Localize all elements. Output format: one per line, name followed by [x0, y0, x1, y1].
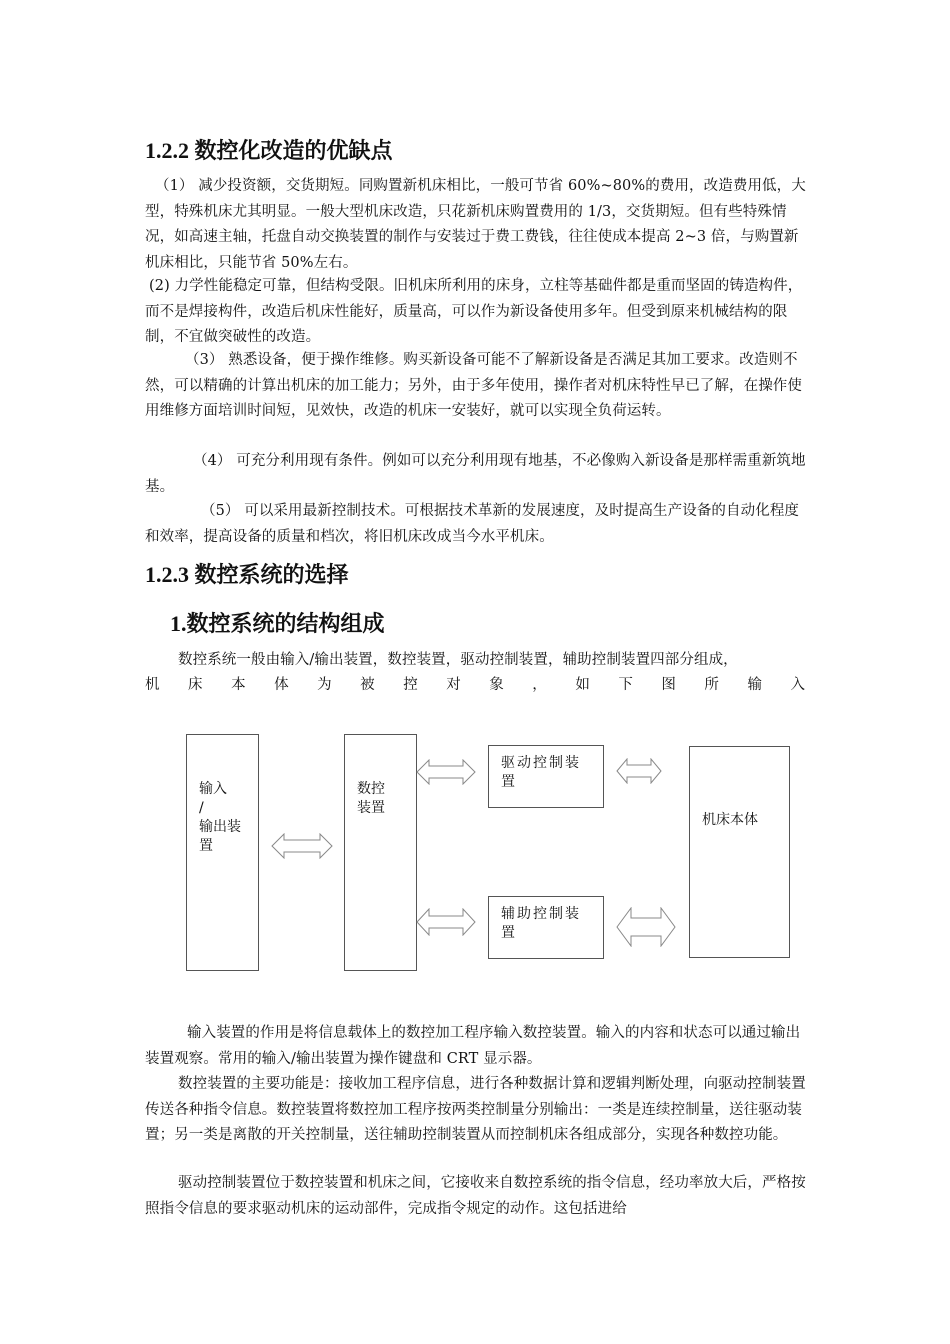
paragraph-io-description: 输入装置的作用是将信息载体上的数控加工程序输入数控装置。输入的内容和状态可以通过输出装置观察。常用的输入/输出装置为操作键盘和 CRT 显示器。 — [145, 1025, 801, 1067]
justified-char: 输 — [747, 677, 762, 693]
double-arrow-nc-drive — [416, 759, 476, 785]
box-nc-label: 数控 装置 — [357, 781, 385, 816]
justified-char: 对 — [446, 677, 461, 693]
paragraph-advantage-5: （5） 可以采用最新控制技术。可根据技术革新的发展速度，及时提高生产设备的自动化程度和效率，提高设备的质量和档次，将旧机床改成当今水平机床。 — [145, 503, 800, 545]
box-drive-label: 驱动控制装 置 — [501, 755, 581, 790]
justified-char: 象 — [489, 677, 504, 693]
box-aux-label: 辅助控制装 置 — [501, 906, 581, 941]
heading-1-2-3: 1.2.3 数控系统的选择 — [145, 562, 349, 587]
justified-char: 体 — [274, 677, 289, 693]
double-arrow-io-nc — [271, 833, 333, 859]
paragraph-advantage-2: (2) 力学性能稳定可靠，但结构受限。旧机床所利用的床身，立柱等基础件都是重而坚固的铸造构件，而不是焊接构件，改造后机床性能好，质量高，可以作为新设备使用多年。但受到原来机械结构的限制，不宜做突破性的改造。 — [145, 278, 803, 345]
paragraph-advantage-1: （1） 减少投资额，交货期短。同购置新机床相比，一般可节省 60%~80%的费用，改造费用低，大型，特殊机床尤其明显。一般大型机床改造，只花新机床购置费用的 1/3，交货期短。但有些特殊情况，如高速主轴，托盘自动交换装置的制作与安装过于费工费钱，往往使成本提高 2~3 倍，与购置新机床相比，只能节省 50%左右。 — [145, 178, 806, 271]
justified-char: 床 — [188, 677, 203, 693]
box-io-label: 输入 / 输出装 置 — [199, 781, 241, 854]
justified-char: 机 — [145, 677, 160, 693]
double-arrow-aux-tool — [616, 907, 676, 947]
paragraph-advantage-4: （4） 可充分利用现有条件。例如可以充分利用现有地基，不必像购入新设备是那样需重新筑地基。 — [145, 453, 806, 495]
double-arrow-nc-aux — [416, 908, 476, 936]
paragraph-advantage-3: （3） 熟悉设备，便于操作维修。购买新设备可能不了解新设备是否满足其加工要求。改造则不然，可以精确的计算出机床的加工能力；另外，由于多年使用，操作者对机床特性早已了解，在操作使用维修方面培训时间短，见效快，改造的机床一安装好，就可以实现全负荷运转。 — [145, 352, 802, 419]
paragraph-nc-description: 数控装置的主要功能是：接收加工程序信息，进行各种数据计算和逻辑判断处理，向驱动控制装置传送各种指令信息。数控装置将数控加工程序按两类控制量分别输出：一类是连续控制量，送往驱动装置；另一类是离散的开关控制量，送往辅助控制装置从而控制机床各组成部分，实现各种数控功能。 — [145, 1076, 806, 1143]
justified-char: 被 — [360, 677, 375, 693]
paragraph-structure-intro: 数控系统一般由输入/输出装置，数控装置，驱动控制装置，辅助控制装置四部分组成， — [178, 652, 738, 668]
box-drive-control — [488, 745, 604, 808]
justified-char: 控 — [403, 677, 418, 693]
box-tool-label: 机床本体 — [702, 812, 758, 828]
justified-char: 为 — [317, 677, 332, 693]
paragraph-drive-description: 驱动控制装置位于数控装置和机床之间，它接收来自数控系统的指令信息，经功率放大后，严格按照指令信息的要求驱动机床的运动部件，完成指令规定的动作。这包括进给 — [145, 1175, 806, 1217]
double-arrow-drive-tool — [616, 758, 662, 784]
box-io-device — [186, 734, 259, 971]
heading-structure: 1.数控系统的结构组成 — [170, 611, 385, 636]
justified-char: 如 — [575, 677, 590, 693]
justified-char: 入 — [790, 677, 805, 693]
justified-char: 下 — [618, 677, 633, 693]
justified-char: 所 — [704, 677, 719, 693]
box-aux-control — [488, 896, 604, 959]
box-machine-tool — [689, 746, 790, 958]
justified-char: 图 — [661, 677, 676, 693]
paragraph-structure-intro-line2 — [145, 673, 805, 699]
justified-char: 本 — [231, 677, 246, 693]
heading-1-2-2: 1.2.2 数控化改造的优缺点 — [145, 138, 393, 163]
justified-char: ， — [532, 677, 547, 693]
box-nc-device — [344, 734, 417, 971]
